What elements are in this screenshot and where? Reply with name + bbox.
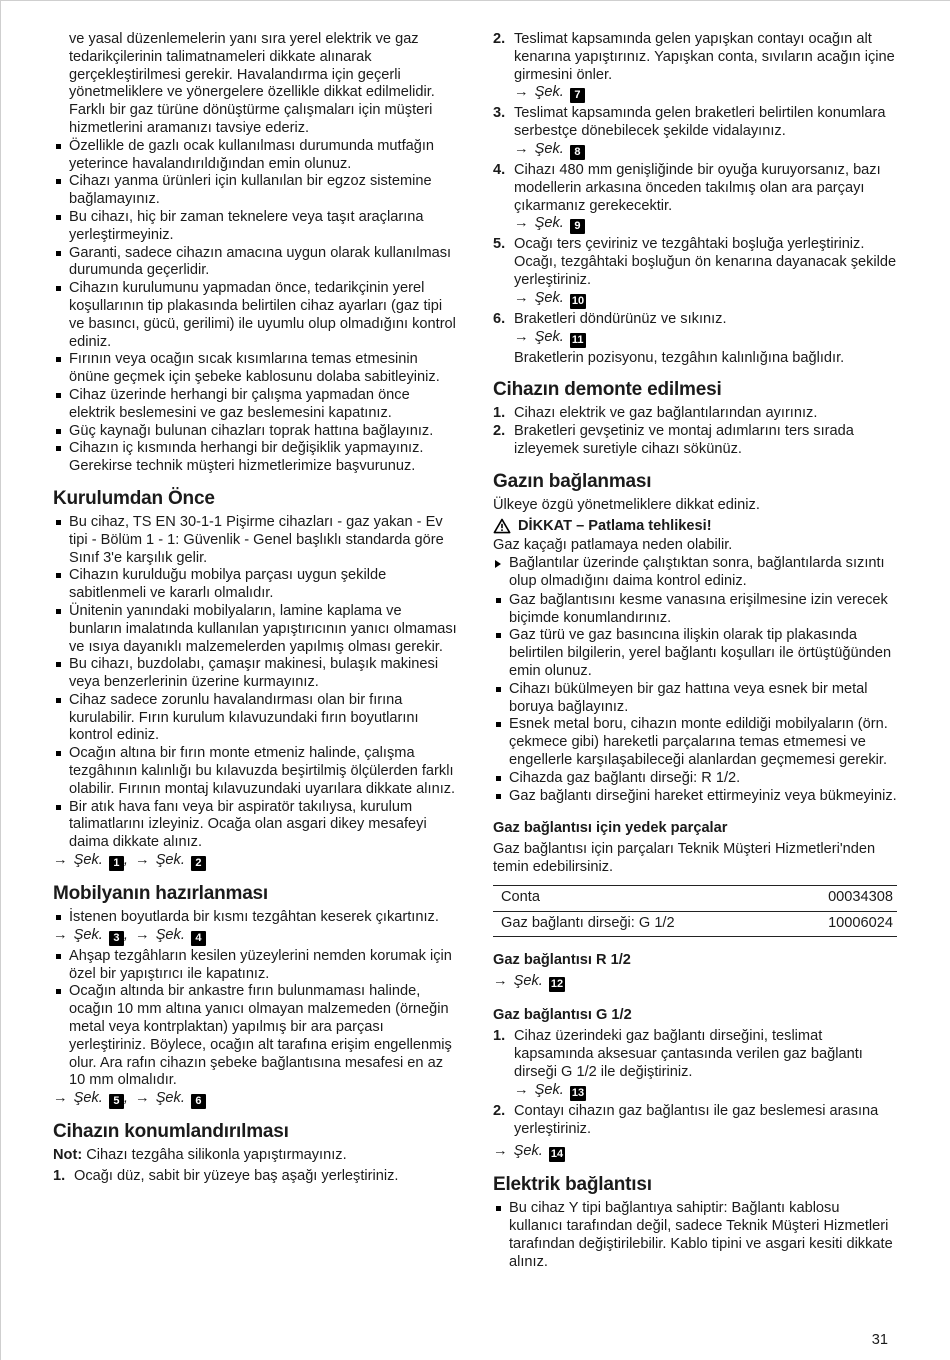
arrow-icon: → [514, 140, 529, 157]
list-item-text: Cihazın iç kısmında herhangi bir değişiklik yapmayınız. Gerekirse technik müşteri hizmetlerimize başvurunuz. [69, 440, 424, 475]
install-step [493, 105, 897, 162]
figure-reference [514, 329, 897, 348]
list-item [53, 567, 457, 603]
list-item-text: Bu cihaz Y tipi bağlantıya sahiptir: Bağlantı kablosu kullanıcı tarafından değil, sadece Teknik Müşteri Hizmetleri tarafından değiştirilebilir. Kablo tipini ve asgari kesiti dikkate alınız. [509, 1200, 893, 1270]
separator: , [123, 926, 128, 943]
list-item-text: Esnek metal boru, cihazın monte edildiği mobilyaların (örn. çekmece gibi) hareketli parçalarına temas etmemesi ve engellerle karşılaşabileceği alanlardan geçmemesi gerekir. [509, 716, 888, 768]
list-item-text: Güç kaynağı bulunan cihazları toprak hattına bağlayınız. [69, 422, 434, 439]
bullet-icon [56, 179, 61, 184]
list-item-text: Özellikle de gazlı ocak kullanılması durumunda mutfağın yeterince havalandırıldığından emin olunuz. [69, 137, 435, 172]
arrow-icon: → [514, 84, 529, 101]
separator: , [123, 1090, 128, 1107]
figure-reference [514, 1082, 897, 1101]
install-step [493, 162, 897, 236]
list-item [53, 280, 457, 351]
warning-header [493, 518, 897, 536]
figure-reference [514, 84, 897, 103]
left-column [53, 31, 457, 1272]
figure-number-badge: 7 [570, 88, 585, 103]
disassembly-step [493, 423, 897, 459]
figure-reference [514, 141, 897, 160]
subheading-spare-parts: Gaz bağlantısı için yedek parçalar [493, 820, 728, 837]
list-item-text: Cihazda gaz bağlantı dirseği: R 1/2. [509, 769, 741, 786]
bullet-icon [56, 915, 61, 920]
step-number: 1. [493, 1028, 506, 1045]
bullet-icon [56, 751, 61, 756]
bullet-icon [56, 989, 61, 994]
figure-label: Şek. [155, 926, 185, 943]
figure-label: Şek. [534, 328, 564, 345]
g12-step [493, 1103, 897, 1139]
figure-label: Şek. [73, 926, 103, 943]
list-item [53, 245, 457, 281]
section-heading-electrical: Elektrik bağlantısı [493, 1174, 652, 1196]
table-row [493, 911, 897, 937]
page-number: 31 [871, 1332, 888, 1348]
list-item [53, 948, 457, 984]
part-code: 00034308 [779, 885, 897, 911]
bullet-icon [496, 687, 501, 692]
list-item [53, 514, 457, 567]
part-name: Gaz bağlantı dirseği: G 1/2 [493, 911, 779, 937]
note-text: Cihazı tezgâha silikonla yapıştırmayınız. [86, 1147, 347, 1164]
list-item-text: Cihazın kurulumunu yapmadan önce, tedarikçinin yerel koşullarının tip plakasında belirtilen cihaz ayarları (gaz tipi ve basıncı, gücü, gerilimi) ile uyumlu olup olmadığını kontrol ediniz. [69, 280, 456, 350]
separator: , [123, 852, 128, 869]
warning-title: DİKKAT – Patlama tehlikesi! [518, 517, 712, 534]
list-item [53, 138, 457, 174]
figure-reference [53, 927, 457, 946]
part-code: 10006024 [779, 911, 897, 937]
arrow-icon: → [53, 926, 68, 943]
spare-parts-table [493, 885, 897, 938]
list-item-text: Gaz türü ve gaz basıncına ilişkin olarak tip plakasında belirtilen bilgilerin, yerel bağlantı koşulları ile örtüştüğünden emin olunuz. [509, 627, 892, 679]
note-label: Not: [53, 1147, 83, 1164]
arrow-icon: → [493, 973, 508, 990]
figure-label: Şek. [534, 289, 564, 306]
list-item [53, 440, 457, 476]
warning-action-item [493, 555, 897, 591]
list-item-text: Ünitenin yanındaki mobilyaların, lamine kaplama ve bunların imalatında kullanılan yapıştırıcının yanıcı olmaması ve ısıya dayanıklı malzemelerden yapılmış olması gerekir. [69, 602, 457, 655]
figure-number-badge: 1 [109, 856, 124, 871]
safety-bullet-list [53, 138, 457, 476]
list-item-text: Ahşap tezgâhların kesilen yüzeylerini nemden korumak için özel bir yapıştırıcı ile kapatınız. [69, 947, 452, 982]
before-install-bullet-list [53, 514, 457, 852]
list-item [493, 627, 897, 680]
figure-number-badge: 3 [109, 931, 124, 946]
figure-number-badge: 13 [571, 1086, 585, 1099]
right-column [493, 31, 897, 1272]
step-number: 6. [493, 310, 506, 327]
install-step [493, 236, 897, 310]
bullet-icon [56, 609, 61, 614]
figure-reference [514, 290, 897, 309]
list-item [53, 692, 457, 745]
bullet-icon [56, 215, 61, 220]
step-number: 2. [493, 1102, 506, 1119]
list-item [53, 799, 457, 852]
list-item [53, 909, 457, 927]
step-text: Contayı cihazın gaz bağlantısı ile gaz beslemesi arasına yerleştiriniz. [514, 1102, 879, 1137]
warning-text: Gaz kaçağı patlamaya neden olabilir. [493, 537, 733, 554]
step-text: Teslimat kapsamında gelen braketleri belirtilen konumlara serbestçe dönebilecek şekilde vidalayınız. [514, 105, 886, 140]
figure-number-badge: 9 [570, 219, 585, 234]
figure-number-badge: 6 [191, 1094, 206, 1109]
bullet-icon [56, 954, 61, 959]
subheading-gas-g12: Gaz bağlantısı G 1/2 [493, 1007, 632, 1024]
list-item [493, 770, 897, 788]
figure-reference [53, 852, 457, 871]
bullet-icon [56, 520, 61, 525]
list-item [53, 656, 457, 692]
arrow-icon: → [493, 1143, 508, 1160]
bullet-icon [56, 698, 61, 703]
list-item [53, 603, 457, 656]
list-item-text: Bu cihazı, hiç bir zaman teknelere veya taşıt araçlarına yerleştirmeyiniz. [69, 208, 424, 243]
gas-intro: Ülkeye özgü yönetmeliklere dikkat ediniz. [493, 496, 760, 513]
step-number: 1. [493, 405, 506, 422]
continuation-paragraph: ve yasal düzenlemelerin yanı sıra yerel elektrik ve gaz tedarikçilerinin talimatnameleri dikkate alınarak gerçekleştirilmesi gerekir. Havalandırma için geçerli yönetmeliklere ve yönergelere özellikle dikkat edilmelidir. Farklı bir gaz türüne dönüştürme çalışmaları için müşteri hizmetlerini aramanızı tavsiye ederiz. [69, 31, 435, 136]
step-text: Braketleri gevşetiniz ve montaj adımlarını ters sırada izleyemek suretiyle cihazı sökünüz. [514, 423, 854, 457]
figure-number-badge: 2 [191, 856, 206, 871]
list-item-text: Cihazı yanma ürünleri için kullanılan bir egzoz sistemine bağlamayınız. [69, 173, 432, 208]
figure-reference [493, 1143, 897, 1162]
figure-number-badge: 12 [550, 978, 564, 991]
arrow-icon: → [514, 289, 529, 306]
install-step [493, 311, 897, 368]
figure-reference [493, 973, 897, 992]
figure-label: Şek. [534, 84, 564, 101]
figure-number-badge: 8 [570, 145, 585, 160]
electrical-bullet-list [493, 1200, 897, 1271]
section-heading-disassembly: Cihazın demonte edilmesi [493, 379, 722, 401]
figure-number-badge: 4 [191, 931, 206, 946]
bullet-icon [496, 794, 501, 799]
arrow-icon: → [135, 852, 150, 869]
list-item-text: İstenen boyutlarda bir kısmı tezgâhtan keserek çıkartınız. [69, 909, 439, 926]
figure-label: Şek. [155, 852, 185, 869]
figure-label: Şek. [73, 852, 103, 869]
list-item [493, 1200, 897, 1271]
list-item [53, 387, 457, 423]
list-item [493, 592, 897, 628]
list-item [493, 716, 897, 769]
step-number: 5. [493, 236, 506, 253]
part-name: Conta [493, 885, 779, 911]
step-text: Cihaz üzerindeki gaz bağlantı dirseğini, teslimat kapsamında aksesuar çantasında verilen gaz bağlantı dirseği G 1/2 ile değiştiriniz. [514, 1028, 863, 1081]
list-item [53, 983, 457, 1090]
bullet-icon [56, 251, 61, 256]
bullet-icon [56, 429, 61, 434]
figure-label: Şek. [73, 1090, 103, 1107]
list-item [53, 173, 457, 209]
list-item-text: Cihaz sadece zorunlu havalandırması olan bir fırına kurulabilir. Fırın kurulum kılavuzundaki fırın boyutlarını kontrol ediniz. [69, 691, 419, 744]
warning-icon [493, 518, 511, 534]
arrow-icon: → [53, 1090, 68, 1107]
list-item-text: Bir atık hava fanı veya bir aspiratör takılıysa, kurulum talimatlarını izleyiniz. Ocağa olan asgari dikey mesafeyi daima dikkate alınız. [69, 798, 427, 851]
step-number: 1. [53, 1168, 66, 1185]
arrow-icon: → [514, 215, 529, 232]
step-number: 2. [493, 31, 506, 47]
figure-label: Şek. [155, 1090, 185, 1107]
list-item-text: Bu cihaz, TS EN 30-1-1 Pişirme cihazları - gaz yakan - Ev tipi - Bölüm 1 - 1: Güvenlik - Genel başlıklı standarda göre Sınıf 3'e karşılık gelir. [69, 513, 444, 566]
step-number: 2. [493, 423, 506, 440]
bullet-icon [496, 776, 501, 781]
two-column-layout [53, 31, 895, 1272]
list-item [53, 351, 457, 387]
bullet-icon [56, 286, 61, 291]
bullet-icon [56, 573, 61, 578]
list-item [53, 209, 457, 245]
install-step [53, 1168, 457, 1186]
step-number: 3. [493, 105, 506, 122]
action-arrow-icon [495, 560, 501, 568]
bullet-icon [496, 598, 501, 603]
figure-number-badge: 14 [550, 1148, 564, 1161]
list-item-text: Ocağın altında bir ankastre fırın bulunmaması halinde, ocağın 10 mm altına yanıcı olmayan malzemeden (örneğin metal veya kontrplaktan) yapılmış bir ara parçası yerleştiriniz. Böylece, ocağın alt tarafına erişim engellenmiş olur. Ara rafın cihazın şebeke bağlantısına mesafesi en az 10 mm olmalıdır. [69, 983, 452, 1089]
bullet-icon [56, 446, 61, 451]
step-text: Teslimat kapsamında gelen yapışkan contayı ocağın alt kenarına yapıştırınız. Yapışkan conta, sıvıların acağın içine girmesini önler. [514, 31, 895, 83]
figure-label: Şek. [534, 215, 564, 232]
figure-label: Şek. [534, 1081, 564, 1098]
warning-action-text: Bağlantılar üzerinde çalıştıktan sonra, bağlantılarda sızıntı olup olmadığını daima kontrol ediniz. [509, 555, 885, 589]
list-item [493, 788, 897, 806]
warning-block [493, 518, 897, 591]
figure-number-badge: 11 [571, 333, 584, 346]
table-row [493, 885, 897, 911]
figure-label: Şek. [513, 1143, 543, 1160]
list-item [493, 681, 897, 717]
bullet-icon [496, 722, 501, 727]
furniture-bullet-list [53, 909, 457, 927]
step-text: Cihazı elektrik ve gaz bağlantılarından ayırınız. [514, 405, 818, 422]
list-item-text: Ocağın altına bir fırın monte etmeniz halinde, çalışma tezgâhının kalınlığı bu kılavuzda beşirtilmiş ölçülerden farklı olabilir. Fırının montaj kılavuzundaki uyarılara dikkate alınız. [69, 745, 456, 797]
figure-label: Şek. [513, 973, 543, 990]
figure-reference [53, 1090, 457, 1109]
note-line [53, 1147, 457, 1165]
bullet-icon [496, 1206, 501, 1211]
list-item-text: Gaz bağlantı dirseğini hareket ettirmeyiniz veya bükmeyiniz. [509, 787, 897, 804]
arrow-icon: → [514, 1081, 529, 1098]
arrow-icon: → [53, 852, 68, 869]
list-item-text: Cihazı bükülmeyen bir gaz hattına veya esnek bir metal boruya bağlayınız. [509, 680, 868, 715]
arrow-icon: → [514, 328, 529, 345]
g12-step [493, 1028, 897, 1102]
section-heading-furniture: Mobilyanın hazırlanması [53, 883, 269, 905]
list-item-text: Garanti, sadece cihazın amacına uygun olarak kullanılması durumunda geçerlidir. [69, 244, 452, 279]
bullet-icon [56, 805, 61, 810]
step-text: Cihazı 480 mm genişliğinde bir oyuğa kuruyorsanız, bazı modellerin arkasına önceden takılmış olan ara parçayı çıkarmanız gerekecektir. [514, 161, 881, 214]
spare-parts-intro: Gaz bağlantısı için parçaları Teknik Müşteri Hizmetleri'nden temin edebilirsiniz. [493, 841, 876, 876]
figure-number-badge: 5 [109, 1094, 124, 1109]
list-item-text: Bu cihazı, buzdolabı, çamaşır makinesi, bulaşık makinesi veya benzerlerinin üzerine kurmayınız. [69, 656, 439, 691]
furniture-bullet-list-2 [53, 948, 457, 1090]
bullet-icon [56, 357, 61, 362]
install-step [493, 31, 897, 105]
bullet-icon [496, 633, 501, 638]
step-text: Ocağı düz, sabit bir yüzeye baş aşağı yerleştiriniz. [74, 1168, 399, 1185]
section-heading-positioning: Cihazın konumlandırılması [53, 1121, 289, 1143]
figure-reference [514, 215, 897, 234]
bullet-icon [56, 144, 61, 149]
step-text: Braketleri döndürünüz ve sıkınız. [514, 310, 727, 327]
list-item [53, 423, 457, 441]
list-item-text: Fırının veya ocağın sıcak kısımlarına temas etmesinin önüne geçmek için şebeke kablosunu dolaba sabitleyiniz. [69, 351, 440, 386]
step-number: 4. [493, 161, 506, 178]
section-heading-gas: Gazın bağlanması [493, 470, 652, 492]
list-item-text: Cihaz üzerinde herhangi bir çalışma yapmadan önce elektrik beslemesini ve gaz beslemesini kapatınız. [69, 386, 410, 421]
list-item-text: Gaz bağlantısını kesme vanasına erişilmesine izin verecek biçimde konumlandırınız. [509, 591, 888, 626]
figure-label: Şek. [534, 140, 564, 157]
list-item [53, 745, 457, 798]
list-item-text: Cihazın kurulduğu mobilya parçası uygun şekilde sabitlenmeli ve kararlı olmalıdır. [69, 567, 387, 602]
bullet-icon [56, 662, 61, 667]
bullet-icon [56, 393, 61, 398]
disassembly-step [493, 405, 897, 423]
arrow-icon: → [135, 926, 150, 943]
gas-bullet-list [493, 592, 897, 806]
step-after-text: Braketlerin pozisyonu, tezgâhın kalınlığına bağlıdır. [514, 349, 845, 366]
figure-number-badge: 10 [571, 294, 585, 307]
arrow-icon: → [135, 1090, 150, 1107]
step-text: Ocağı ters çeviriniz ve tezgâhtaki boşluğa yerleştiriniz. Ocağı, tezgâhtaki boşluğun ön kenarına dayanacak şekilde yerleştiriniz. [514, 236, 897, 288]
subheading-gas-r12: Gaz bağlantısı R 1/2 [493, 952, 631, 969]
section-heading-before-install: Kurulumdan Önce [53, 487, 215, 509]
